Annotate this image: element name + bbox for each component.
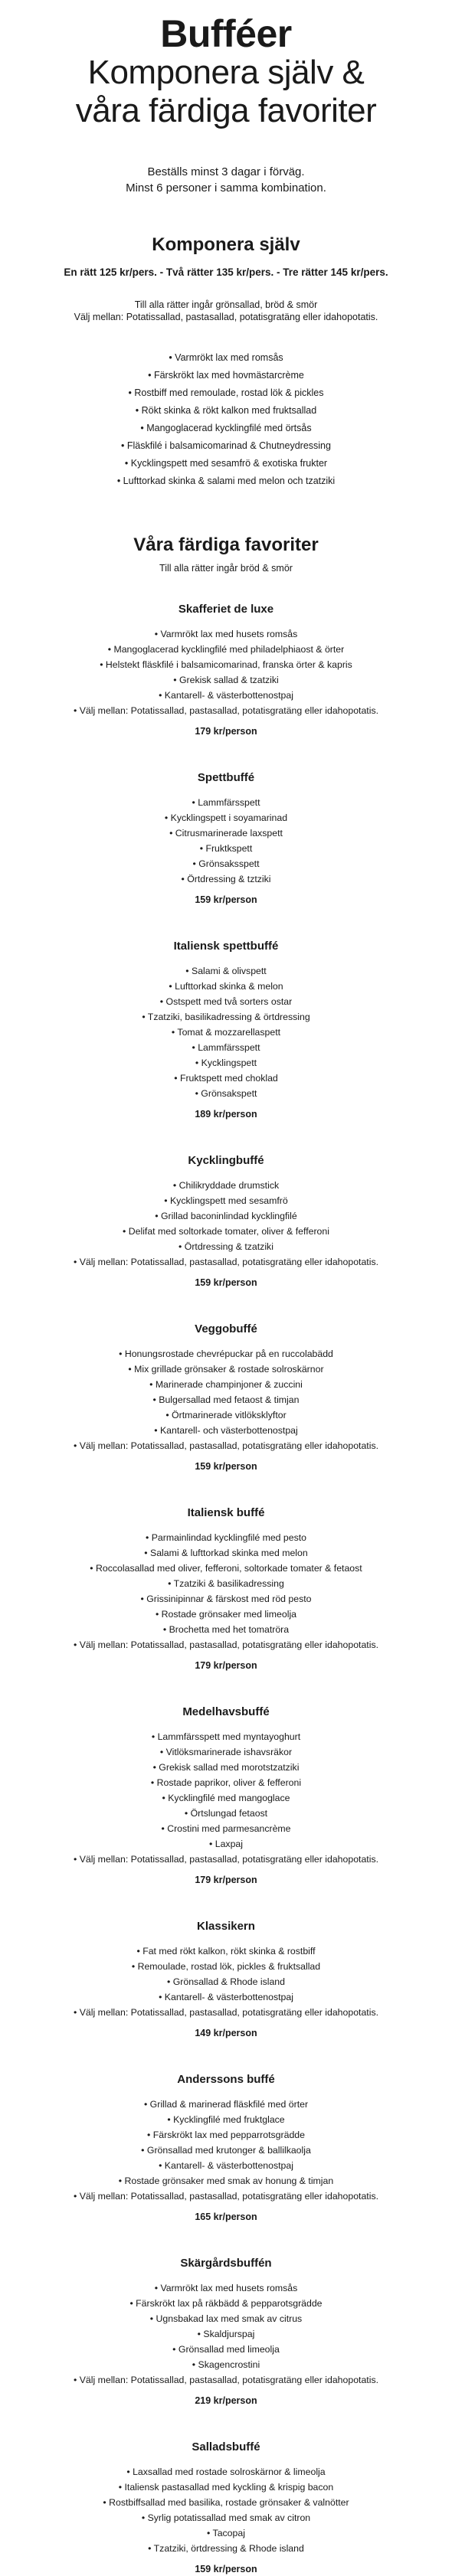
price-list: En rätt 125 kr/pers. - Två rätter 135 kr/pers. - Tre rätter 145 kr/pers. [64, 266, 388, 278]
section-title: Komponera själv [152, 234, 300, 255]
dish-item: • Kycklingspett med sesamfrö & exotiska frukter [124, 458, 328, 469]
section-vara-favoriter [0, 534, 452, 2576]
dish-item: • Rostbiff med remoulade, rostad lök & pickles [128, 387, 324, 398]
buffet-item: • Laxsallad med rostade solroskärnor & limeolja [126, 2466, 326, 2477]
buffet-item: • Chilikryddade drumstick [172, 1180, 280, 1191]
page-header [0, 14, 452, 196]
buffet-block [0, 1705, 452, 1887]
page-subtitle-line2: våra färdiga favoriter [75, 92, 377, 129]
buffet-price: 149 kr/person [195, 2028, 257, 2038]
buffet-item: • Parmainlindad kycklingfilé med pesto [145, 1532, 307, 1543]
dish-item: • Mangoglacerad kycklingfilé med örtsås [140, 423, 312, 433]
buffet-item: • Mix grillade grönsaker & rostade solroskärnor [128, 1364, 324, 1375]
buffet-item: • Grekisk sallad med morotstzatziki [152, 1762, 300, 1773]
buffet-item: • Tzatziki, örtdressing & Rhode island [148, 2543, 304, 2554]
buffet-name: Salladsbuffé [192, 2440, 260, 2453]
section-title: Våra färdiga favoriter [133, 534, 319, 555]
buffet-name: Veggobuffé [195, 1322, 257, 1335]
buffet-item: • Lammfärsspett [192, 1042, 260, 1053]
buffet-item: • Italiensk pastasallad med kyckling & krispig bacon [118, 2482, 334, 2493]
buffet-price: 159 kr/person [195, 1461, 257, 1472]
buffet-item: • Örtdressing & tzatziki [179, 1241, 273, 1252]
buffet-name: Anderssons buffé [177, 2073, 275, 2086]
buffet-block [0, 2256, 452, 2408]
buffet-item: • Välj mellan: Potatissallad, pastasallad, potatisgratäng eller idahopotatis. [73, 2191, 379, 2202]
buffet-item: • Syrlig potatissallad med smak av citron [141, 2512, 311, 2523]
buffet-item: • Tzatziki, basilikadressing & örtdressing [142, 1012, 310, 1022]
included-notes [0, 299, 452, 323]
note-line: Välj mellan: Potatissallad, pastasallad, potatisgratäng eller idahopotatis. [74, 312, 378, 322]
buffet-list [0, 602, 452, 2576]
buffet-item: • Kantarell- & västerbottenostpaj [159, 690, 293, 701]
buffet-price: 179 kr/person [195, 1660, 257, 1671]
buffet-item: • Grillad & marinerad fläskfilé med örter [143, 2099, 309, 2110]
included-note: Till alla rätter ingår bröd & smör [159, 563, 293, 574]
buffet-item: • Grönsaksspett [192, 858, 260, 869]
buffet-item: • Grönsakspett [195, 1088, 257, 1099]
buffet-item: • Välj mellan: Potatissallad, pastasallad, potatisgratäng eller idahopotatis. [73, 1440, 379, 1451]
buffet-item: • Fruktkspett [199, 843, 253, 854]
buffet-item: • Crostini med parmesancrème [161, 1823, 291, 1834]
buffet-item: • Marinerade champinjoner & zuccini [149, 1379, 303, 1390]
buffet-item: • Skagencrostini [192, 2359, 260, 2370]
section-komponera-sjalv [0, 234, 452, 490]
intro-line: Minst 6 personer i samma kombination. [126, 181, 326, 195]
buffet-block [0, 939, 452, 1121]
buffet-name: Klassikern [197, 1920, 255, 1933]
buffet-name: Skärgårdsbuffén [180, 2257, 272, 2270]
buffet-item: • Välj mellan: Potatissallad, pastasallad, potatisgratäng eller idahopotatis. [73, 1854, 379, 1865]
buffet-item: • Kycklingfilé med mangoglace [162, 1793, 290, 1803]
dish-item: • Varmrökt lax med romsås [169, 352, 283, 363]
buffet-item: • Honungsrostade chevrépuckar på en ruccolabädd [119, 1348, 333, 1359]
buffet-item: • Tzatziki & basilikadressing [168, 1578, 284, 1589]
dish-item: • Färskrökt lax med hovmästarcrème [148, 370, 304, 381]
buffet-item: • Lammfärsspett med myntayoghurt [151, 1731, 301, 1742]
buffet-item: • Laxpaj [209, 1839, 243, 1849]
buffet-item: • Rostade paprikor, oliver & fefferoni [150, 1777, 302, 1788]
buffet-item: • Färskrökt lax på räkbädd & pepparotsgrädde [129, 2298, 323, 2309]
buffet-name: Spettbuffé [197, 771, 255, 784]
buffet-item: • Roccolasallad med oliver, fefferoni, soltorkade tomater & fetaost [90, 1563, 362, 1574]
buffet-block [0, 2072, 452, 2224]
buffet-name: Kycklingbuffé [188, 1154, 264, 1167]
buffet-item: • Brochetta med het tomatröra [162, 1624, 290, 1635]
buffet-item: • Varmrökt lax med husets romsås [154, 629, 298, 639]
buffet-block [0, 1322, 452, 1473]
buffet-item: • Kycklingspett [195, 1058, 257, 1068]
buffet-name: Italiensk buffé [187, 1506, 265, 1519]
buffet-block [0, 770, 452, 907]
buffet-item: • Grönsallad med krutonger & ballilkaolja [141, 2145, 311, 2156]
buffet-item: • Välj mellan: Potatissallad, pastasallad, potatisgratäng eller idahopotatis. [73, 705, 379, 716]
buffet-item: • Helstekt fläskfilé i balsamicomarinad, franska örter & kapris [100, 659, 352, 670]
buffet-item: • Grillad baconinlindad kycklingfilé [155, 1211, 297, 1221]
buffet-item: • Grekisk sallad & tzatziki [173, 675, 279, 685]
buffet-item: • Färskrökt lax med pepparrotsgrädde [147, 2130, 305, 2140]
intro-line: Beställs minst 3 dagar i förväg. [147, 165, 305, 178]
buffet-block [0, 1505, 452, 1672]
buffet-item: • Örtdressing & tztziki [181, 874, 271, 884]
buffet-item: • Kantarell- & västerbottenostpaj [159, 1992, 293, 2002]
buffet-price: 179 kr/person [195, 1875, 257, 1885]
buffet-item: • Grönsallad med limeolja [172, 2344, 280, 2355]
dish-item: • Lufttorkad skinka & salami med melon och tzatziki [116, 476, 336, 486]
buffet-price: 159 kr/person [195, 1277, 257, 1288]
buffet-item: • Bulgersallad med fetaost & timjan [152, 1394, 300, 1405]
buffet-item: • Mangoglacerad kycklingfilé med philadelphiaost & örter [107, 644, 345, 655]
dish-item: • Rökt skinka & rökt kalkon med fruktsallad [135, 405, 317, 416]
buffet-item: • Örtmarinerade vitlöksklyftor [165, 1410, 287, 1420]
buffet-name: Italiensk spettbuffé [173, 940, 279, 953]
buffet-item: • Kycklingfilé med fruktglace [167, 2114, 285, 2125]
buffet-item: • Kantarell- och västerbottenostpaj [154, 1425, 298, 1436]
buffet-item: • Örtslungad fetaost [184, 1808, 268, 1819]
buffet-item: • Grissinipinnar & färskost med röd pesto [140, 1594, 312, 1604]
buffet-item: • Ostspett med två sorters ostar [159, 996, 293, 1007]
buffet-item: • Grönsallad & Rhode island [166, 1976, 285, 1987]
dish-list [0, 349, 452, 490]
buffet-item: • Citrusmarinerade laxspett [169, 828, 283, 839]
buffet-item: • Välj mellan: Potatissallad, pastasallad, potatisgratäng eller idahopotatis. [73, 1257, 379, 1267]
buffet-price: 219 kr/person [195, 2395, 257, 2406]
buffet-price: 179 kr/person [195, 726, 257, 737]
buffet-item: • Ugnsbakad lax med smak av citrus [149, 2313, 303, 2324]
page-subtitle-line1: Komponera själv & [87, 54, 365, 91]
buffet-item: • Rostade grönsaker med smak av honung & timjan [118, 2176, 334, 2186]
buffet-block [0, 1153, 452, 1290]
intro-text [0, 164, 452, 196]
dish-item: • Fläskfilé i balsamicomarinad & Chutneydressing [121, 440, 331, 451]
buffet-block [0, 2440, 452, 2576]
buffet-item: • Tacopaj [207, 2528, 245, 2538]
buffet-item: • Vitlöksmarinerade ishavsräkor [159, 1747, 293, 1757]
buffet-item: • Lufttorkad skinka & melon [169, 981, 283, 992]
page-title: Bufféer [160, 12, 292, 55]
buffet-item: • Tomat & mozzarellaspett [171, 1027, 281, 1038]
buffet-item: • Lammfärsspett [192, 797, 260, 808]
buffet-block [0, 602, 452, 738]
buffet-item: • Välj mellan: Potatissallad, pastasallad, potatisgratäng eller idahopotatis. [73, 2007, 379, 2018]
buffet-price: 159 kr/person [195, 894, 257, 905]
buffet-item: • Salami & olivspett [185, 966, 267, 976]
buffet-item: • Fat med rökt kalkon, rökt skinka & rostbiff [136, 1946, 316, 1957]
buffet-item: • Välj mellan: Potatissallad, pastasallad, potatisgratäng eller idahopotatis. [73, 2375, 379, 2385]
buffet-item: • Salami & lufttorkad skinka med melon [144, 1548, 308, 1558]
buffet-item: • Skaldjurspaj [197, 2329, 255, 2339]
buffet-price: 165 kr/person [195, 2212, 257, 2222]
buffet-item: • Kycklingspett med sesamfrö [164, 1195, 288, 1206]
buffet-item: • Fruktspett med choklad [174, 1073, 278, 1084]
note-line: Till alla rätter ingår grönsallad, bröd & smör [134, 299, 318, 310]
buffet-item: • Varmrökt lax med husets romsås [154, 2283, 298, 2293]
buffet-price: 189 kr/person [195, 1109, 257, 1120]
buffet-name: Medelhavsbuffé [182, 1705, 270, 1718]
buffet-item: • Kantarell- & västerbottenostpaj [159, 2160, 293, 2171]
buffet-item: • Välj mellan: Potatissallad, pastasallad, potatisgratäng eller idahopotatis. [73, 1639, 379, 1650]
buffet-name: Skafferiet de luxe [178, 603, 274, 616]
buffet-item: • Remoulade, rostad lök, pickles & fruktsallad [131, 1961, 321, 1972]
buffet-item: • Rostade grönsaker med limeolja [155, 1609, 297, 1620]
buffet-item: • Rostbiffsallad med basilika, rostade grönsaker & valnötter [103, 2497, 349, 2508]
buffet-block [0, 1919, 452, 2040]
buffet-item: • Kycklingspett i soyamarinad [164, 812, 288, 823]
buffet-item: • Delifat med soltorkade tomater, oliver & fefferoni [123, 1226, 329, 1237]
buffet-price: 159 kr/person [195, 2564, 257, 2574]
